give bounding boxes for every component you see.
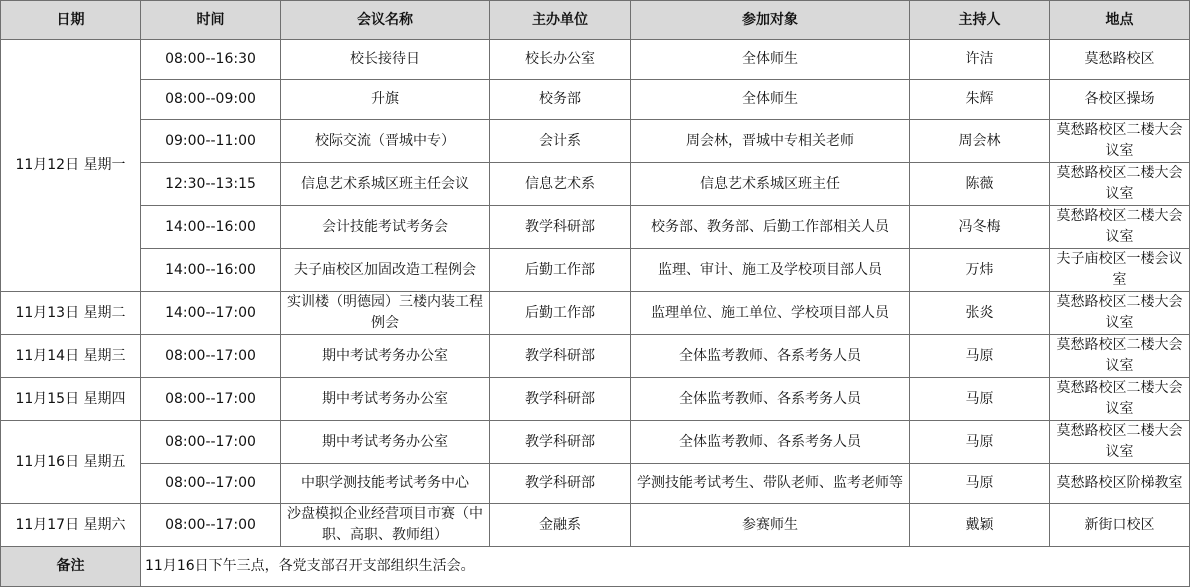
host-cell: 朱辉 — [910, 80, 1050, 120]
meeting-name-cell: 中职学测技能考试考务中心 — [281, 464, 490, 504]
table-row — [1, 504, 1190, 547]
organizer-cell: 教学科研部 — [490, 206, 631, 249]
table-row — [1, 292, 1190, 335]
header-location: 地点 — [1050, 1, 1190, 40]
organizer-cell: 信息艺术系 — [490, 163, 631, 206]
location-cell: 新街口校区 — [1050, 504, 1190, 547]
meeting-name-cell: 校长接待日 — [281, 40, 490, 80]
date-cell: 11月12日 星期一 — [1, 40, 141, 292]
table-row — [1, 421, 1190, 464]
attendees-cell: 监理单位、施工单位、学校项目部人员 — [631, 292, 910, 335]
attendees-cell: 校务部、教务部、后勤工作部相关人员 — [631, 206, 910, 249]
host-cell: 戴颖 — [910, 504, 1050, 547]
attendees-cell: 周会林，晋城中专相关老师 — [631, 120, 910, 163]
meeting-time-cell: 08:00--17:00 — [141, 378, 281, 421]
table-row — [1, 464, 1190, 504]
meeting-time-cell: 08:00--17:00 — [141, 464, 281, 504]
attendees-cell: 全体监考教师、各系考务人员 — [631, 335, 910, 378]
meeting-time-cell: 12:30--13:15 — [141, 163, 281, 206]
organizer-cell: 后勤工作部 — [490, 292, 631, 335]
host-cell: 马原 — [910, 421, 1050, 464]
meeting-time-cell: 14:00--16:00 — [141, 249, 281, 292]
location-cell: 夫子庙校区一楼会议室 — [1050, 249, 1190, 292]
meeting-name-cell: 信息艺术系城区班主任会议 — [281, 163, 490, 206]
meeting-name-cell: 期中考试考务办公室 — [281, 378, 490, 421]
host-cell: 冯冬梅 — [910, 206, 1050, 249]
meeting-name-cell: 夫子庙校区加固改造工程例会 — [281, 249, 490, 292]
attendees-cell: 学测技能考试考生、带队老师、监考老师等 — [631, 464, 910, 504]
header-time: 时间 — [141, 1, 281, 40]
header-attendees: 参加对象 — [631, 1, 910, 40]
meeting-name-cell: 期中考试考务办公室 — [281, 335, 490, 378]
attendees-cell: 全体师生 — [631, 80, 910, 120]
header-host: 主持人 — [910, 1, 1050, 40]
header-organizer: 主办单位 — [490, 1, 631, 40]
attendees-cell: 监理、审计、施工及学校项目部人员 — [631, 249, 910, 292]
note-label: 备注 — [1, 547, 141, 587]
organizer-cell: 校长办公室 — [490, 40, 631, 80]
organizer-cell: 教学科研部 — [490, 421, 631, 464]
meeting-time-cell: 08:00--16:30 — [141, 40, 281, 80]
meeting-name-cell: 沙盘模拟企业经营项目市赛（中职、高职、教师组） — [281, 504, 490, 547]
meeting-time-cell: 14:00--17:00 — [141, 292, 281, 335]
date-cell: 11月16日 星期五 — [1, 421, 141, 504]
organizer-cell: 教学科研部 — [490, 464, 631, 504]
attendees-cell: 全体监考教师、各系考务人员 — [631, 378, 910, 421]
attendees-cell: 信息艺术系城区班主任 — [631, 163, 910, 206]
table-row — [1, 249, 1190, 292]
organizer-cell: 会计系 — [490, 120, 631, 163]
meeting-time-cell: 09:00--11:00 — [141, 120, 281, 163]
location-cell: 莫愁路校区二楼大会议室 — [1050, 335, 1190, 378]
meeting-name-cell: 校际交流（晋城中专） — [281, 120, 490, 163]
schedule-body — [1, 40, 1190, 547]
meeting-name-cell: 期中考试考务办公室 — [281, 421, 490, 464]
organizer-cell: 教学科研部 — [490, 378, 631, 421]
organizer-cell: 教学科研部 — [490, 335, 631, 378]
attendees-cell: 全体师生 — [631, 40, 910, 80]
meeting-time-cell: 08:00--17:00 — [141, 421, 281, 464]
table-row — [1, 206, 1190, 249]
date-cell: 11月17日 星期六 — [1, 504, 141, 547]
location-cell: 莫愁路校区二楼大会议室 — [1050, 163, 1190, 206]
table-row — [1, 163, 1190, 206]
table-row — [1, 378, 1190, 421]
meeting-time-cell: 08:00--17:00 — [141, 335, 281, 378]
header-meeting-name: 会议名称 — [281, 1, 490, 40]
location-cell: 各校区操场 — [1050, 80, 1190, 120]
host-cell: 马原 — [910, 378, 1050, 421]
note-row — [1, 547, 1190, 587]
date-cell: 11月15日 星期四 — [1, 378, 141, 421]
table-row — [1, 335, 1190, 378]
location-cell: 莫愁路校区阶梯教室 — [1050, 464, 1190, 504]
date-cell: 11月14日 星期三 — [1, 335, 141, 378]
date-cell: 11月13日 星期二 — [1, 292, 141, 335]
organizer-cell: 后勤工作部 — [490, 249, 631, 292]
meeting-name-cell: 升旗 — [281, 80, 490, 120]
table-row — [1, 120, 1190, 163]
header-row — [1, 1, 1190, 40]
location-cell: 莫愁路校区二楼大会议室 — [1050, 292, 1190, 335]
host-cell: 周会林 — [910, 120, 1050, 163]
meeting-time-cell: 08:00--17:00 — [141, 504, 281, 547]
meeting-name-cell: 实训楼（明德园）三楼内装工程例会 — [281, 292, 490, 335]
meeting-time-cell: 14:00--16:00 — [141, 206, 281, 249]
table-row — [1, 80, 1190, 120]
location-cell: 莫愁路校区二楼大会议室 — [1050, 120, 1190, 163]
host-cell: 马原 — [910, 335, 1050, 378]
host-cell: 陈薇 — [910, 163, 1050, 206]
attendees-cell: 全体监考教师、各系考务人员 — [631, 421, 910, 464]
organizer-cell: 金融系 — [490, 504, 631, 547]
note-text: 11月16日下午三点，各党支部召开支部组织生活会。 — [141, 547, 1190, 587]
meeting-name-cell: 会计技能考试考务会 — [281, 206, 490, 249]
location-cell: 莫愁路校区二楼大会议室 — [1050, 421, 1190, 464]
organizer-cell: 校务部 — [490, 80, 631, 120]
host-cell: 许洁 — [910, 40, 1050, 80]
host-cell: 万炜 — [910, 249, 1050, 292]
attendees-cell: 参赛师生 — [631, 504, 910, 547]
location-cell: 莫愁路校区 — [1050, 40, 1190, 80]
meeting-time-cell: 08:00--09:00 — [141, 80, 281, 120]
host-cell: 马原 — [910, 464, 1050, 504]
host-cell: 张炎 — [910, 292, 1050, 335]
location-cell: 莫愁路校区二楼大会议室 — [1050, 378, 1190, 421]
location-cell: 莫愁路校区二楼大会议室 — [1050, 206, 1190, 249]
header-date: 日期 — [1, 1, 141, 40]
table-row — [1, 40, 1190, 80]
